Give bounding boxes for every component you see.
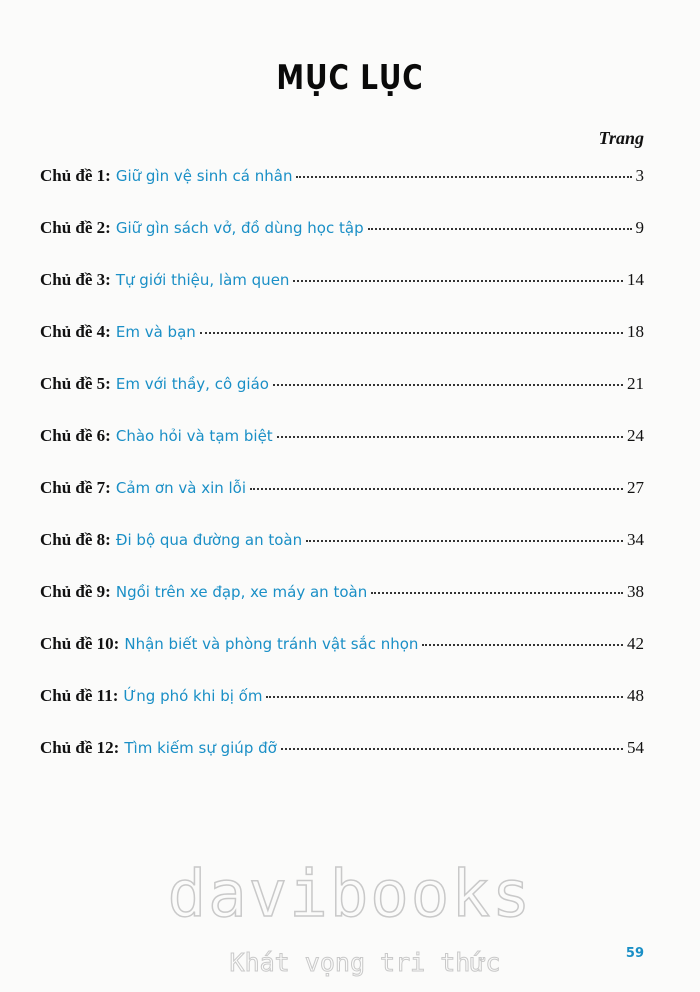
entry-label: Chủ đề 1:: [40, 166, 111, 185]
page-number: 59: [625, 946, 644, 961]
entry-page: 54: [627, 738, 644, 757]
entry-label: Chủ đề 10:: [40, 634, 120, 653]
entry-topic: Em với thầy, cô giáo: [115, 375, 269, 393]
dot-leader: [422, 644, 623, 646]
entry-topic: Đi bộ qua đường an toàn: [115, 531, 303, 549]
entry-page: 18: [627, 322, 644, 341]
toc-entry[interactable]: [40, 634, 644, 664]
entry-label: Chủ đề 11:: [40, 686, 119, 705]
entry-label: Chủ đề 12:: [40, 738, 120, 757]
entry-page: 34: [627, 530, 644, 549]
entry-label: Chủ đề 8:: [40, 530, 111, 549]
toc-entry[interactable]: [40, 530, 644, 560]
toc-entry[interactable]: [40, 374, 644, 404]
entry-label: Chủ đề 9:: [40, 582, 111, 601]
watermark-brand: davibooks: [167, 858, 533, 932]
entry-page: 38: [627, 582, 644, 601]
toc-entry[interactable]: [40, 582, 644, 612]
toc-entry[interactable]: [40, 218, 644, 248]
dot-leader: [293, 280, 623, 282]
entry-label: Chủ đề 2:: [40, 218, 111, 237]
dot-leader: [281, 748, 623, 750]
entry-page: 48: [627, 686, 644, 705]
dot-leader: [371, 592, 623, 594]
toc-entry[interactable]: [40, 686, 644, 716]
entry-topic: Ngồi trên xe đạp, xe máy an toàn: [115, 583, 368, 601]
entry-page: 42: [627, 634, 644, 653]
entry-topic: Nhận biết và phòng tránh vật sắc nhọn: [124, 635, 419, 653]
entry-page: 24: [627, 426, 644, 445]
toc-entry[interactable]: [40, 322, 644, 352]
dot-leader: [368, 228, 632, 230]
entry-topic: Em và bạn: [115, 323, 196, 341]
dot-leader: [273, 384, 623, 386]
dot-leader: [296, 176, 631, 178]
dot-leader: [200, 332, 623, 334]
entry-topic: Cảm ơn và xin lỗi: [115, 479, 247, 497]
entry-page: 3: [635, 166, 644, 185]
entry-page: 21: [627, 374, 644, 393]
entry-page: 14: [627, 270, 644, 289]
entry-page: 9: [635, 218, 644, 237]
toc-entry[interactable]: [40, 166, 644, 196]
entry-topic: Tự giới thiệu, làm quen: [115, 271, 290, 289]
entry-label: Chủ đề 4:: [40, 322, 111, 341]
page-title: MỤC LỤC: [276, 58, 424, 98]
entry-topic: Giữ gìn sách vở, đồ dùng học tập: [115, 219, 364, 237]
toc-entry[interactable]: [40, 478, 644, 508]
dot-leader: [266, 696, 623, 698]
toc-entry[interactable]: [40, 426, 644, 456]
dot-leader: [250, 488, 623, 490]
entry-page: 27: [627, 478, 644, 497]
entry-topic: Giữ gìn vệ sinh cá nhân: [115, 167, 293, 185]
entry-label: Chủ đề 7:: [40, 478, 111, 497]
watermark-slogan: Khát vọng tri thức: [229, 948, 501, 977]
page-column-header: Trang: [598, 128, 644, 148]
dot-leader: [306, 540, 623, 542]
entry-topic: Ứng phó khi bị ốm: [123, 687, 263, 705]
toc-entry[interactable]: [40, 270, 644, 300]
entry-topic: Chào hỏi và tạm biệt: [115, 427, 273, 445]
entry-label: Chủ đề 3:: [40, 270, 111, 289]
entry-topic: Tìm kiếm sự giúp đỡ: [124, 739, 277, 757]
dot-leader: [277, 436, 623, 438]
entry-label: Chủ đề 6:: [40, 426, 111, 445]
toc-entry[interactable]: [40, 738, 644, 768]
entry-label: Chủ đề 5:: [40, 374, 111, 393]
